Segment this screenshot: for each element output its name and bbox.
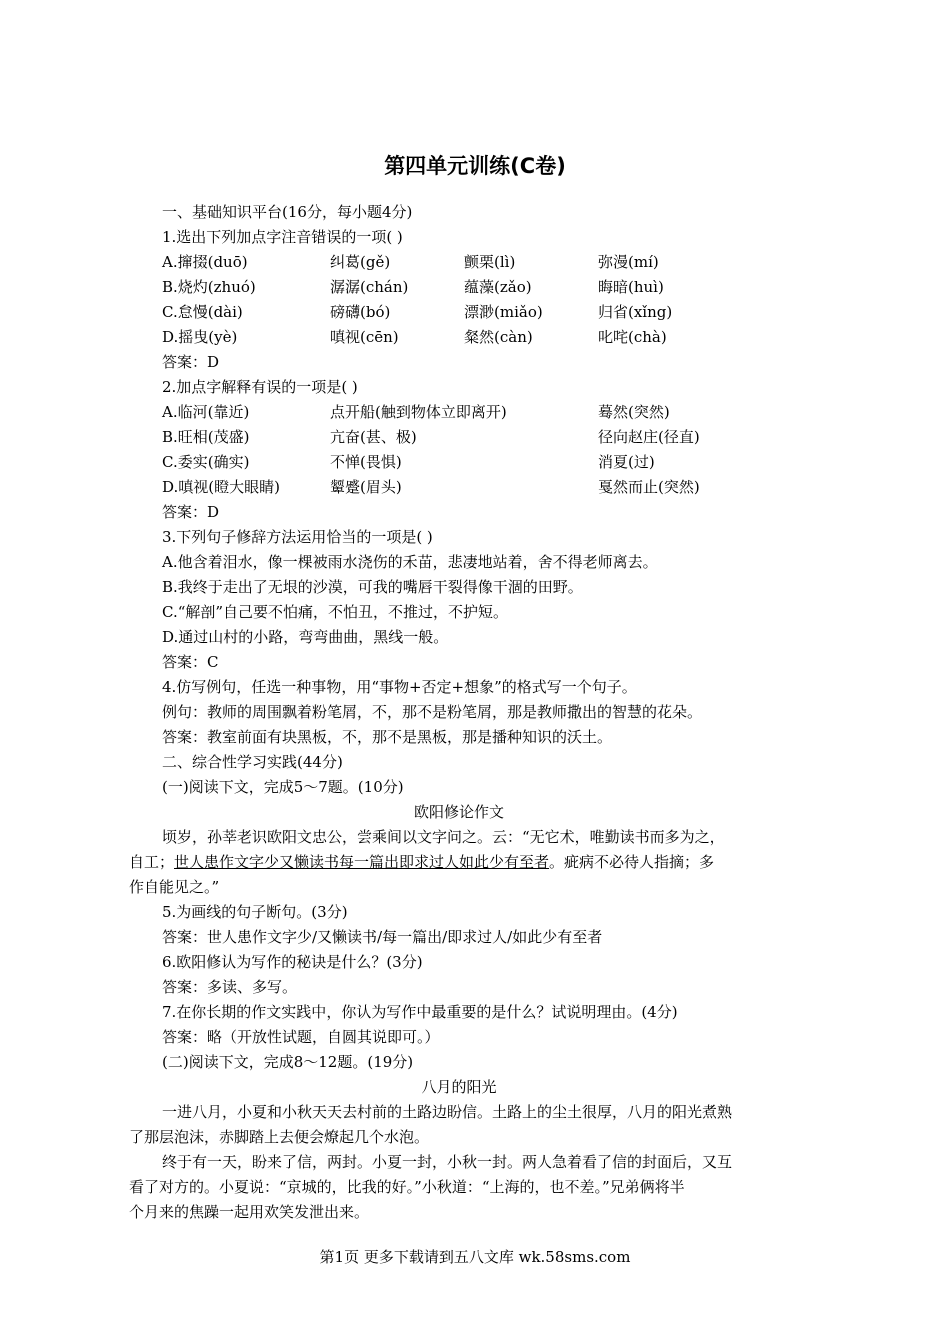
q1-cell: 漂渺(miǎo) [464,303,543,321]
q2-cell: 消夏(过) [598,453,655,471]
page-title: 第四单元训练(C卷) [384,154,566,178]
question-3: 3.下列句子修辞方法运用恰当的一项是( ) [162,528,433,546]
q1-cell: C.怠慢(dài) [162,303,243,321]
passage-1-text: 自工； [129,853,175,871]
q1-cell: 归省(xǐng) [598,303,673,321]
q2-cell: D.嗔视(瞪大眼睛) [162,478,280,496]
passage-2-line: 看了对方的。小夏说：“京城的，比我的好。”小秋道：“上海的，也不差。”兄弟俩将半 [129,1178,685,1196]
question-5: 5.为画线的句子断句。(3分) [162,903,348,921]
q1-cell: 颤栗(lì) [464,253,516,271]
q2-cell: 径向赵庄(径直) [598,428,700,446]
q3-option-a: A.他含着泪水，像一棵被雨水浇伤的禾苗，悲凄地站着，舍不得老师离去。 [162,553,658,571]
passage-2-title: 八月的阳光 [421,1078,497,1096]
q1-option-row [162,300,822,325]
underlined-sentence: 世人患作文字少又懒读书每一篇出即求过人如此少有至者 [174,853,550,871]
q2-cell: 不惮(畏惧) [330,453,402,471]
q1-option-row [162,250,822,275]
q1-cell: 纠葛(gě) [330,253,391,271]
answer-5: 答案：世人患作文字少/又懒读书/每一篇出/即求过人/如此少有至者 [162,928,603,946]
q1-cell: 嗔视(cēn) [330,328,399,346]
q2-option-row [162,450,822,475]
passage-2-line: 了那层泡沫，赤脚踏上去便会燎起几个水泡。 [129,1128,430,1146]
q2-cell: 亢奋(甚、极) [330,428,417,446]
question-7: 7.在你长期的作文实践中，你认为写作中最重要的是什么？试说明理由。(4分) [162,1003,678,1021]
answer-2: 答案：D [162,503,220,521]
section-heading-1: 一、基础知识平台(16分，每小题4分) [162,203,413,221]
q2-option-row [162,475,822,500]
passage-1-line: 作自能见之。” [129,878,220,896]
q1-cell: D.摇曳(yè) [162,328,238,346]
answer-4: 答案：教室前面有块黑板，不，那不是黑板，那是播种知识的沃土。 [162,728,613,746]
question-6: 6.欧阳修认为写作的秘诀是什么？(3分) [162,953,423,971]
q2-cell: B.旺相(茂盛) [162,428,250,446]
passage-1-text: 。疵病不必待人指摘；多 [549,853,715,871]
answer-3: 答案：C [162,653,219,671]
passage-1-line: 顷岁，孙莘老识欧阳文忠公，尝乘间以文字问之。云：“无它术，唯勤读书而多为之， [162,828,725,846]
answer-7: 答案：略（开放性试题，自圆其说即可。） [162,1028,440,1046]
q1-cell: B.烧灼(zhuó) [162,278,256,296]
passage-1-line [129,850,822,875]
q3-option-c: C.“解剖”自己要不怕痛，不怕丑，不推过，不护短。 [162,603,509,621]
q1-cell: 蕴藻(zǎo) [464,278,532,296]
q2-cell: 颦蹙(眉头) [330,478,402,496]
reading-instruction-1: (一)阅读下文，完成5～7题。(10分) [162,778,404,796]
passage-2-line: 终于有一天，盼来了信，两封。小夏一封，小秋一封。两人急着看了信的封面后，又互 [162,1153,733,1171]
passage-1-title: 欧阳修论作文 [413,803,504,821]
section-heading-2: 二、综合性学习实践(44分) [162,753,343,771]
q2-cell: 戛然而止(突然) [598,478,700,496]
question-4: 4.仿写例句，任选一种事物，用“事物+否定+想象”的格式写一个句子。 [162,678,637,696]
q1-cell: 潺潺(chán) [330,278,409,296]
q2-cell: C.委实(确实) [162,453,250,471]
q2-cell: 点开船(触到物体立即离开) [330,403,507,421]
q1-cell: 磅礴(bó) [330,303,391,321]
q3-option-d: D.通过山村的小路，弯弯曲曲，黑线一般。 [162,628,449,646]
q1-option-row [162,325,822,350]
q1-cell: A.撺掇(duō) [162,253,248,271]
q2-cell: 蓦然(突然) [598,403,670,421]
q2-option-row [162,425,822,450]
question-2: 2.加点字解释有误的一项是( ) [162,378,358,396]
question-1: 1.选出下列加点字注音错误的一项( ) [162,228,403,246]
passage-2-line: 一进八月，小夏和小秋天天去村前的土路边盼信。土路上的尘土很厚，八月的阳光煮熟 [162,1103,733,1121]
page-footer: 第1页 更多下载请到五八文库 wk.58sms.com [319,1248,631,1266]
q1-cell: 叱咤(chà) [598,328,667,346]
q1-cell: 弥漫(mí) [598,253,659,271]
passage-2-line: 个月来的焦躁一起用欢笑发泄出来。 [129,1203,370,1221]
reading-instruction-2: (二)阅读下文，完成8～12题。(19分) [162,1053,414,1071]
document-body [129,200,822,1225]
q3-option-b: B.我终于走出了无垠的沙漠，可我的嘴唇干裂得像干涸的田野。 [162,578,583,596]
q1-cell: 粲然(càn) [464,328,533,346]
example-sentence: 例句：教师的周围飘着粉笔屑，不，那不是粉笔屑，那是教师撒出的智慧的花朵。 [162,703,703,721]
q1-cell: 晦暗(huì) [598,278,664,296]
answer-1: 答案：D [162,353,220,371]
q2-option-row [162,400,822,425]
answer-6: 答案：多读、多写。 [162,978,298,996]
q1-option-row [162,275,822,300]
q2-cell: A.临河(靠近) [162,403,250,421]
